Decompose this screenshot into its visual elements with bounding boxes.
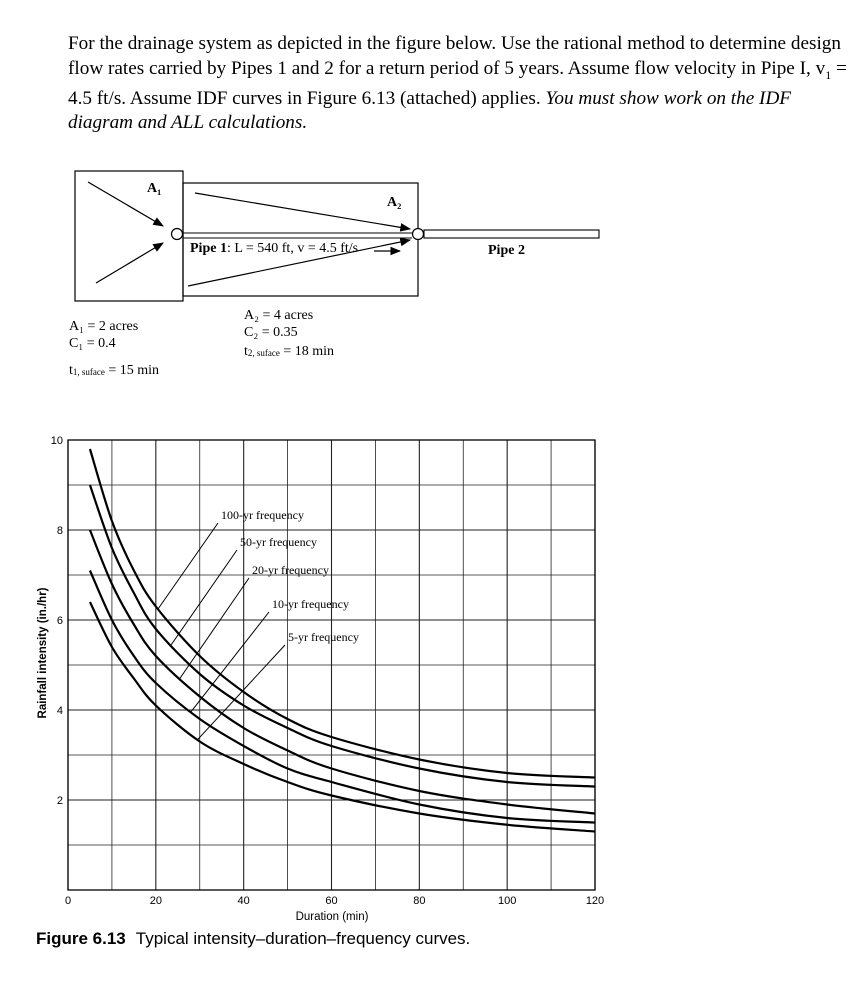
y-tick-label: 2: [56, 795, 63, 807]
y-axis-title: Rainfall intensity (in./hr): [37, 587, 49, 719]
a2-time-t: t: [244, 344, 248, 359]
a1-time-sub: 1, suface: [72, 367, 105, 377]
pipe1-spec: : L = 540 ft, v = 4.5 ft/s: [226, 241, 359, 256]
figure-number: Figure 6.13: [36, 929, 126, 948]
inlet-2: [413, 229, 424, 240]
a1-coefficient: C₁ = 0.4: [69, 336, 116, 351]
pipe2-label: Pipe 2: [488, 243, 525, 258]
problem-text: For the drainage system as depicted in the figure below. Use the rational method to determine design flow rates carried by Pipes 1 and 2 for a return period of 5 years. Assume flow velocity in Pipe I, v: [68, 33, 841, 79]
a2-coefficient: C₂ = 0.35: [244, 325, 298, 340]
x-tick-label: 80: [413, 895, 426, 907]
a2-time-val: = 18 min: [279, 344, 335, 359]
x-tick-label: 60: [325, 895, 338, 907]
curve-100-yr: [90, 449, 595, 778]
area2-label: A₂: [387, 195, 402, 210]
problem-text-2: = 4.5 ft/s. Assume IDF curves in Figure 6.13 (attached) applies.: [68, 57, 847, 109]
chart-series-labels: [158, 508, 359, 740]
figure-caption: [36, 929, 470, 949]
pipe2: [424, 230, 599, 238]
problem-statement: [68, 32, 853, 136]
x-tick-label: 100: [497, 895, 517, 907]
y-tick-label: 8: [56, 525, 63, 537]
a1-time: [69, 363, 159, 378]
y-tick-label: 4: [56, 705, 63, 717]
leader-line: [158, 523, 218, 609]
series-label: 100-yr frequency: [221, 508, 304, 522]
x-tick-label: 0: [64, 895, 72, 907]
a2-area: A₂ = 4 acres: [244, 308, 314, 323]
area2-box: [183, 183, 418, 296]
chart-axes: [51, 435, 604, 907]
leader-line: [180, 578, 249, 678]
a2-time: [244, 344, 334, 359]
drainage-diagram: [0, 160, 862, 385]
area1-box: [75, 171, 183, 301]
series-label: 50-yr frequency: [240, 535, 317, 549]
x-tick-label: 40: [237, 895, 250, 907]
series-label: 20-yr frequency: [252, 563, 329, 577]
a1-time-val: = 15 min: [104, 363, 160, 378]
series-label: 10-yr frequency: [272, 597, 349, 611]
x-tick-label: 120: [585, 895, 605, 907]
area1-label: A₁: [147, 181, 162, 196]
flow-arrow-a1-bottom: [96, 243, 163, 283]
chart-grid: [68, 440, 595, 890]
problem-instruction: You must show work on the IDF diagram and ALL calculations.: [68, 87, 792, 134]
curve-20-yr: [90, 530, 595, 814]
y-tick-label: 10: [50, 435, 63, 447]
a1-time-t: t: [69, 363, 73, 378]
leader-line: [171, 550, 237, 645]
velocity-subscript: 1: [825, 67, 832, 82]
a1-area: A₁ = 2 acres: [69, 319, 139, 334]
series-label: 5-yr frequency: [288, 630, 359, 644]
x-axis-title: Duration (min): [295, 911, 369, 923]
x-tick-label: 20: [149, 895, 162, 907]
flow-arrow-a2-top: [195, 193, 410, 229]
y-tick-label: 6: [56, 615, 63, 627]
figure-title: Typical intensity–duration–frequency curves.: [135, 929, 471, 948]
a2-time-sub: 2, suface: [247, 348, 280, 358]
pipe1-label: [190, 241, 358, 256]
pipe1-name: Pipe 1: [190, 241, 227, 256]
inlet-1: [172, 229, 183, 240]
idf-chart: [0, 425, 862, 925]
